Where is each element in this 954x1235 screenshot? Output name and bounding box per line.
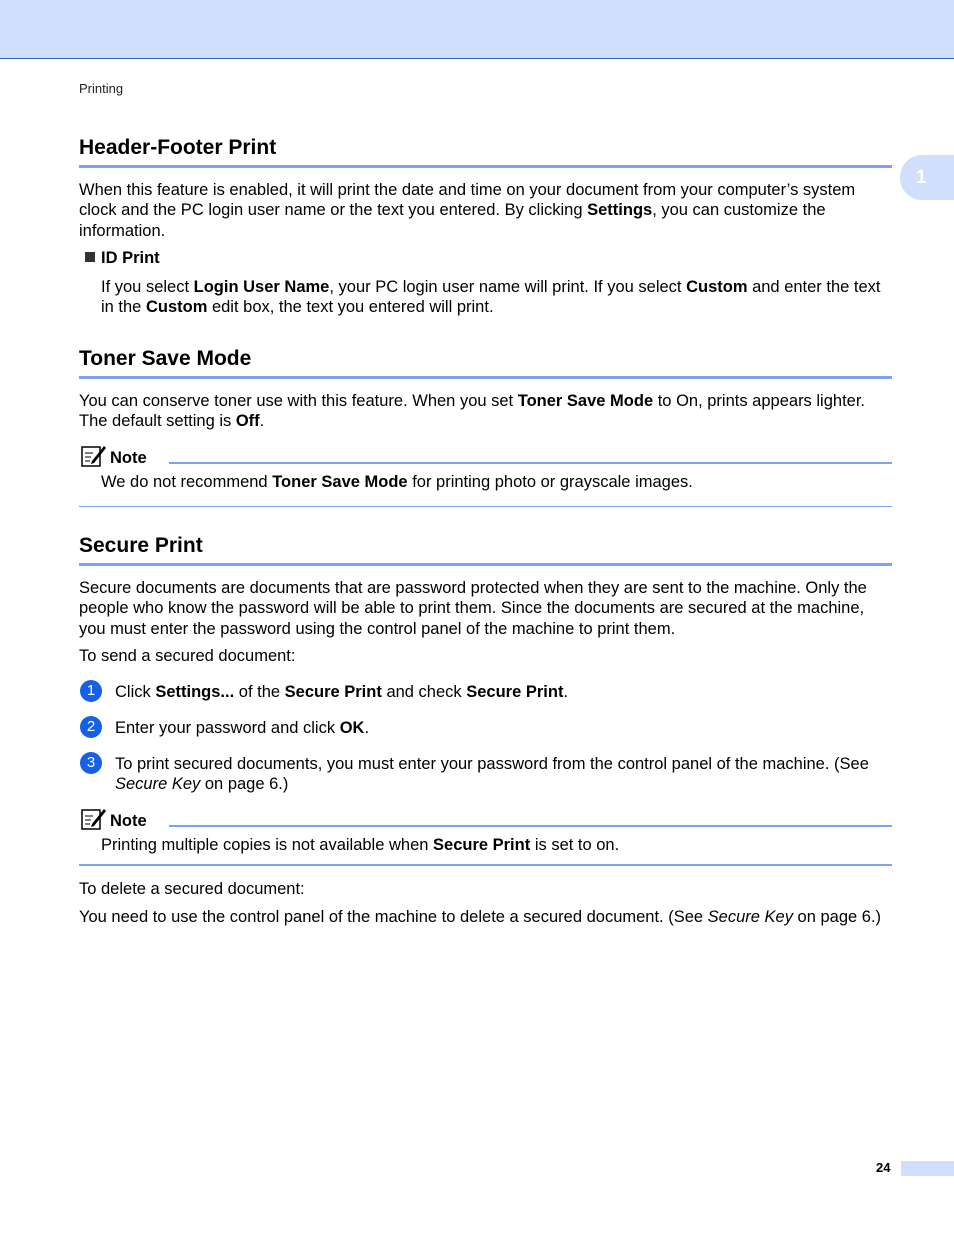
section-title-header-footer: Header-Footer Print [79,135,892,168]
note-header-toner: Note [79,444,892,470]
section-title-secure-print: Secure Print [79,533,892,566]
top-header-band [0,0,954,59]
footer-band [901,1161,954,1176]
header-footer-intro: When this feature is enabled, it will print the date and time on your document from your computer’s system clock and the PC login user name or the text you entered. By clicking Settings, you can customize the information. [79,181,856,240]
note-pencil-icon [81,444,107,468]
secure-note-text: Printing multiple copies is not available when Secure Print is set to on. [101,836,620,854]
send-heading: To send a secured document: [79,647,296,665]
chapter-tab: 1 [900,155,954,200]
id-print-text: If you select Login User Name, your PC login user name will print. If you select Custom and enter the text in the Custom edit box, the text you entered will print. [101,278,881,317]
delete-heading: To delete a secured document: [79,880,305,898]
toner-intro: You can conserve toner use with this feature. When you set Toner Save Mode to On, prints appears lighter. The default setting is Off. [79,392,866,431]
bullet-square-icon [85,252,95,262]
section-title-toner-save: Toner Save Mode [79,346,892,379]
toner-note-text: We do not recommend Toner Save Mode for printing photo or grayscale images. [101,473,693,491]
step-number-badge: 3 [80,752,102,774]
note-header-secure: Note [79,807,892,833]
note-pencil-icon [81,807,107,831]
bullet-id-print: ID Print [85,249,160,268]
note-end-rule [79,864,892,866]
running-head: Printing [79,81,124,96]
step-number-badge: 1 [80,680,102,702]
note-end-rule [79,506,892,507]
delete-text: You need to use the control panel of the machine to delete a secured document. (See Secure Key on page 6.) [79,908,882,926]
secure-intro: Secure documents are documents that are password protected when they are sent to the machine. Only the people who know the password will be able to print them. Since the documents are secured at the machine, you must enter the password using the control panel of the machine to print them. [79,579,867,638]
step-number-badge: 2 [80,716,102,738]
page-number: 24 [876,1160,891,1175]
